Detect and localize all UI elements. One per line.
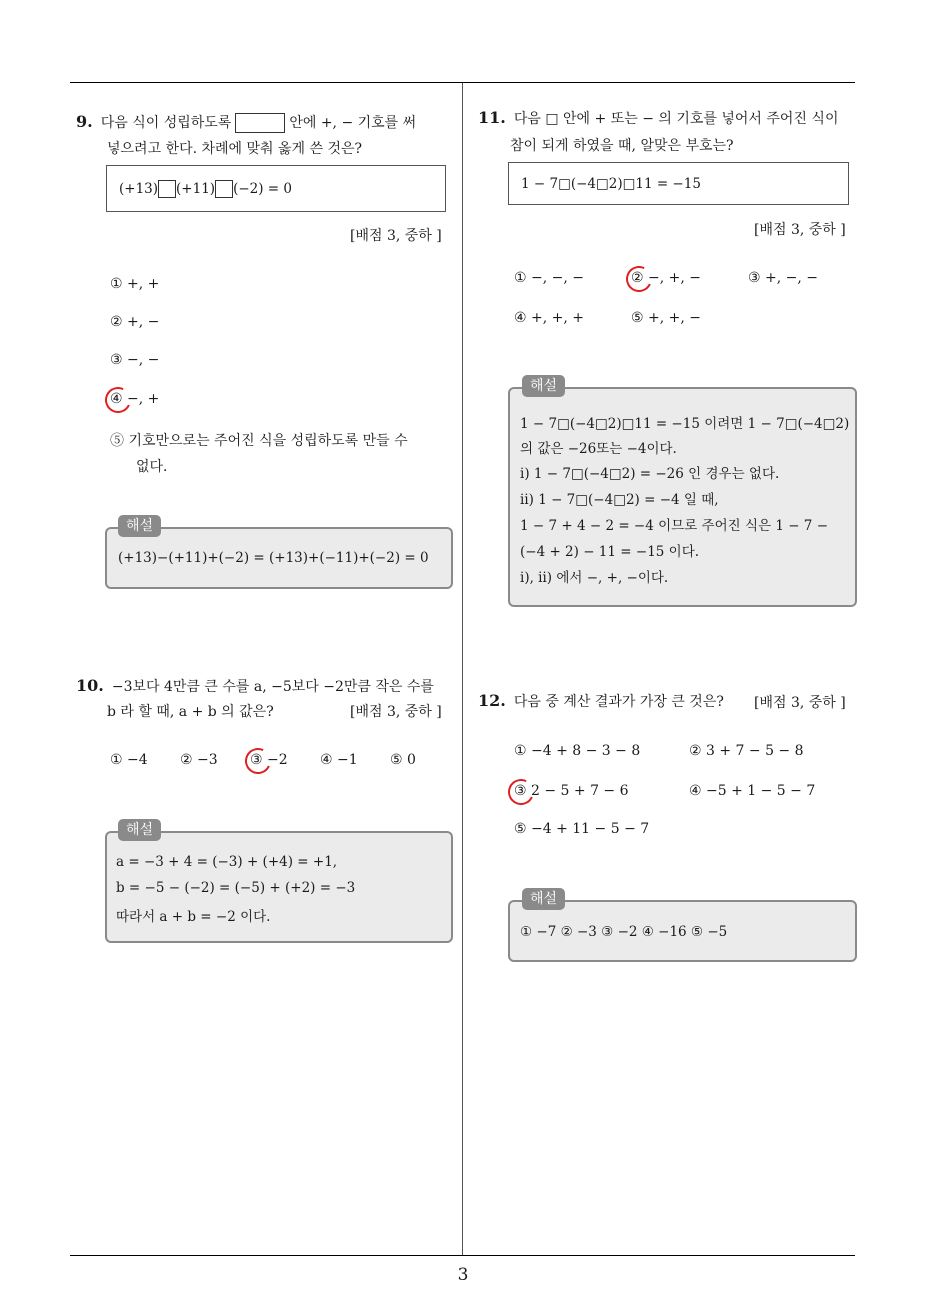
q10-solution-line-1: a = −3 + 4 = (−3) + (+4) = +1, xyxy=(116,854,338,870)
q11-solution-line-3: ⅰ) 1 − 7□(−4□2) = −26 인 경우는 없다. xyxy=(520,466,780,482)
q9-number: 9. xyxy=(76,112,93,131)
q11-question-line2: 참이 되게 하였을 때, 알맞은 부호는? xyxy=(510,138,734,154)
q11-choice-4[interactable]: ④ +, +, + xyxy=(514,310,584,326)
q11-solution-line-2: 의 값은 −26또는 −4이다. xyxy=(520,441,677,457)
q10-choice-4[interactable]: ④ −1 xyxy=(320,752,358,768)
page-number: 3 xyxy=(457,1265,469,1285)
q11-solution-line-1: 1 − 7□(−4□2)□11 = −15 이려면 1 − 7□(−4□2) xyxy=(520,416,850,432)
q10-question-line1: 10. −3보다 4만큼 큰 수를 a, −5보다 −2만큼 작은 수를 xyxy=(76,676,434,695)
q9-choice-5-line2: 없다. xyxy=(136,459,168,475)
q11-solution-line-4: ⅱ) 1 − 7□(−4□2) = −4 일 때, xyxy=(520,492,719,508)
q9-solution-tag: 해설 xyxy=(118,515,161,537)
q10-choice-1[interactable]: ① −4 xyxy=(110,752,148,768)
q10-number: 10. xyxy=(76,676,104,695)
q9-expression-box: (+13) (+11) (−2) = 0 xyxy=(106,165,446,212)
q11-choice-1[interactable]: ① −, −, − xyxy=(514,270,584,286)
column-divider xyxy=(462,83,463,1255)
q11-choice-3[interactable]: ③ +, −, − xyxy=(748,270,818,286)
q10-score: [배점 3, 중하 ] xyxy=(350,704,442,720)
q11-solution-line-5: 1 − 7 + 4 − 2 = −4 이므로 주어진 식은 1 − 7 − xyxy=(520,518,829,534)
q10-choice-5[interactable]: ⑤ 0 xyxy=(390,752,416,768)
q9-question-line2: 넣으려고 한다. 차례에 맞춰 옳게 쓴 것은? xyxy=(107,141,363,157)
q9-choice-1[interactable]: ① +, + xyxy=(110,276,160,292)
q12-number: 12. xyxy=(478,691,506,710)
q9-choice-5[interactable]: ⑤ 기호만으로는 주어진 식을 성립하도록 만들 수 xyxy=(110,433,408,449)
q10-solution-tag: 해설 xyxy=(118,819,161,841)
q11-number: 11. xyxy=(478,108,506,127)
q12-solution-tag: 해설 xyxy=(522,888,565,910)
q12-score: [배점 3, 중하 ] xyxy=(754,695,846,711)
q9-choice-2[interactable]: ② +, − xyxy=(110,314,160,330)
q12-solution-text: ① −7 ② −3 ③ −2 ④ −16 ⑤ −5 xyxy=(520,924,728,940)
q11-choice-2[interactable]: ② −, +, − xyxy=(631,270,701,286)
q9-choice-4[interactable]: ④ −, + xyxy=(110,391,160,407)
q12-choice-2[interactable]: ② 3 + 7 − 5 − 8 xyxy=(689,743,804,759)
q9-expr-blank-2 xyxy=(215,180,233,198)
q9-question-line1: 9. 다음 식이 성립하도록 안에 +, − 기호를 써 xyxy=(76,112,417,131)
bottom-rule xyxy=(70,1255,855,1256)
q11-question-line1: 11. 다음 □ 안에 + 또는 − 의 기호를 넣어서 주어진 식이 xyxy=(478,108,839,127)
q12-choice-5[interactable]: ⑤ −4 + 11 − 5 − 7 xyxy=(514,821,650,837)
q10-question-line2: b 라 할 때, a + b 의 값은? xyxy=(107,704,274,720)
q11-solution-tag: 해설 xyxy=(522,375,565,397)
q11-expression-box: 1 − 7□(−4□2)□11 = −15 xyxy=(508,162,849,205)
q11-score: [배점 3, 중하 ] xyxy=(754,222,846,238)
q10-choice-2[interactable]: ② −3 xyxy=(180,752,218,768)
q11-solution-line-6: (−4 + 2) − 11 = −15 이다. xyxy=(520,544,700,560)
q12-question-line: 12. 다음 중 계산 결과가 가장 큰 것은? xyxy=(478,691,724,710)
q11-choice-5[interactable]: ⑤ +, +, − xyxy=(631,310,701,326)
q10-solution-line-3: 따라서 a + b = −2 이다. xyxy=(116,909,271,925)
q12-choice-4[interactable]: ④ −5 + 1 − 5 − 7 xyxy=(689,783,816,799)
q9-solution-text: (+13)−(+11)+(−2) = (+13)+(−11)+(−2) = 0 xyxy=(118,550,429,566)
q10-solution-line-2: b = −5 − (−2) = (−5) + (+2) = −3 xyxy=(116,880,356,896)
q12-choice-3[interactable]: ③ 2 − 5 + 7 − 6 xyxy=(514,783,629,799)
q9-expr-blank-1 xyxy=(158,180,176,198)
q10-choice-3[interactable]: ③ −2 xyxy=(250,752,288,768)
q9-score: [배점 3, 중하 ] xyxy=(350,228,442,244)
q9-choice-3[interactable]: ③ −, − xyxy=(110,352,160,368)
q9-blank-box xyxy=(235,113,285,133)
q11-solution-line-7: ⅰ), ⅱ) 에서 −, +, −이다. xyxy=(520,570,669,586)
q12-choice-1[interactable]: ① −4 + 8 − 3 − 8 xyxy=(514,743,641,759)
